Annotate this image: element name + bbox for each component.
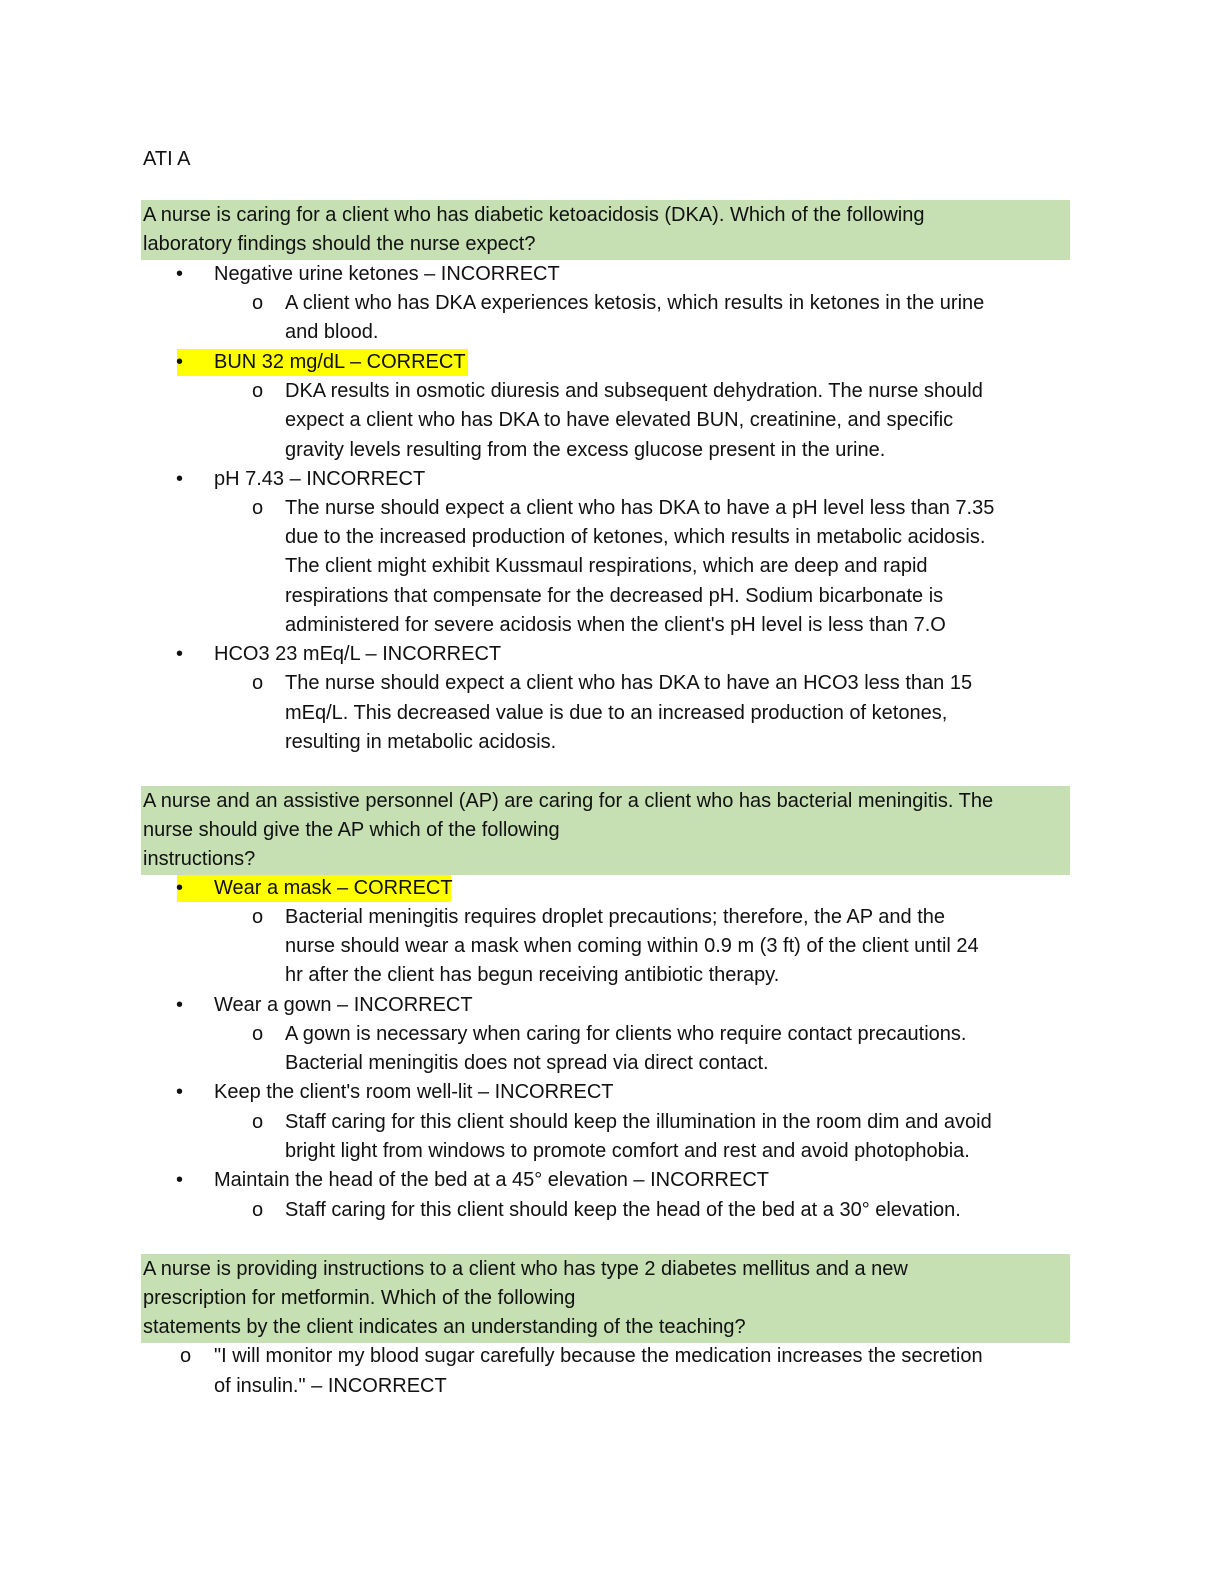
question-2-stem-line: instructions? <box>143 848 256 870</box>
q1-option-2-label: BUN 32 mg/dL – CORRECT <box>214 351 466 373</box>
q2-option-2-label: Wear a gown – INCORRECT <box>214 994 473 1016</box>
bullet-icon: • <box>176 351 184 373</box>
sub-bullet-icon: o <box>252 497 264 519</box>
q1-option-3-rationale: due to the increased production of ketones, which results in metabolic acidosis. <box>285 526 986 548</box>
q2-option-3-label: Keep the client's room well-lit – INCORRECT <box>214 1081 614 1103</box>
bullet-icon: • <box>176 643 184 665</box>
q1-option-1-label: Negative urine ketones – INCORRECT <box>214 263 560 285</box>
question-3-stem <box>141 1254 1070 1343</box>
question-2-stem-line: nurse should give the AP which of the following <box>143 819 560 841</box>
sub-bullet-icon: o <box>252 1199 264 1221</box>
q2-option-3-rationale: bright light from windows to promote comfort and rest and avoid photophobia. <box>285 1140 970 1162</box>
bullet-icon: • <box>176 877 184 899</box>
q1-option-4-label: HCO3 23 mEq/L – INCORRECT <box>214 643 502 665</box>
q2-option-3-rationale: Staff caring for this client should keep the illumination in the room dim and avoid <box>285 1111 992 1133</box>
q1-option-1-rationale: and blood. <box>285 321 379 343</box>
q2-option-2-rationale: Bacterial meningitis does not spread via direct contact. <box>285 1052 769 1074</box>
bullet-icon: • <box>176 994 184 1016</box>
sub-bullet-icon: o <box>252 1111 264 1133</box>
q2-option-1-rationale: nurse should wear a mask when coming within 0.9 m (3 ft) of the client until 24 <box>285 935 979 957</box>
q2-option-4-rationale: Staff caring for this client should keep the head of the bed at a 30° elevation. <box>285 1199 961 1221</box>
question-1-stem <box>141 200 1070 260</box>
q1-option-3-rationale: The client might exhibit Kussmaul respirations, which are deep and rapid <box>285 555 928 577</box>
q1-option-3-rationale: The nurse should expect a client who has DKA to have a pH level less than 7.35 <box>285 497 995 519</box>
sub-bullet-icon: o <box>252 380 264 402</box>
sub-bullet-icon: o <box>252 906 264 928</box>
bullet-icon: • <box>176 468 184 490</box>
q2-option-1-rationale: hr after the client has begun receiving antibiotic therapy. <box>285 964 780 986</box>
question-2-stem <box>141 786 1070 875</box>
q1-option-4-rationale: mEq/L. This decreased value is due to an increased production of ketones, <box>285 702 948 724</box>
q1-option-3-rationale: respirations that compensate for the decreased pH. Sodium bicarbonate is <box>285 585 944 607</box>
q2-option-1-rationale: Bacterial meningitis requires droplet precautions; therefore, the AP and the <box>285 906 946 928</box>
q1-option-2-rationale: expect a client who has DKA to have elevated BUN, creatinine, and specific <box>285 409 954 431</box>
q2-option-4-label: Maintain the head of the bed at a 45° elevation – INCORRECT <box>214 1169 769 1191</box>
q1-option-3-rationale: administered for severe acidosis when the client's pH level is less than 7.O <box>285 614 946 636</box>
q3-option-1-label: of insulin." – INCORRECT <box>214 1375 447 1397</box>
q3-option-1-label: "I will monitor my blood sugar carefully because the medication increases the secretion <box>214 1345 983 1367</box>
question-3-stem-line: A nurse is providing instructions to a client who has type 2 diabetes mellitus and a new <box>143 1258 908 1280</box>
q2-option-2-rationale: A gown is necessary when caring for clients who require contact precautions. <box>285 1023 967 1045</box>
q1-option-3-label: pH 7.43 – INCORRECT <box>214 468 426 490</box>
question-1-stem-line: A nurse is caring for a client who has diabetic ketoacidosis (DKA). Which of the following <box>143 204 925 226</box>
question-2-stem-line: A nurse and an assistive personnel (AP) are caring for a client who has bacterial meningitis. The <box>143 790 994 812</box>
bullet-icon: • <box>176 263 184 285</box>
question-3-stem-line: prescription for metformin. Which of the following <box>143 1287 576 1309</box>
q1-option-2-rationale: gravity levels resulting from the excess glucose present in the urine. <box>285 439 886 461</box>
bullet-icon: • <box>176 1081 184 1103</box>
document-title: ATI A <box>143 148 191 170</box>
q1-option-2-rationale: DKA results in osmotic diuresis and subsequent dehydration. The nurse should <box>285 380 983 402</box>
sub-bullet-icon: o <box>180 1345 192 1367</box>
q2-option-1-label: Wear a mask – CORRECT <box>214 877 453 899</box>
bullet-icon: • <box>176 1169 184 1191</box>
sub-bullet-icon: o <box>252 1023 264 1045</box>
sub-bullet-icon: o <box>252 292 264 314</box>
q1-option-4-rationale: The nurse should expect a client who has DKA to have an HCO3 less than 15 <box>285 672 973 694</box>
question-3-stem-line: statements by the client indicates an understanding of the teaching? <box>143 1316 746 1338</box>
sub-bullet-icon: o <box>252 672 264 694</box>
q1-option-4-rationale: resulting in metabolic acidosis. <box>285 731 557 753</box>
question-1-stem-line: laboratory findings should the nurse expect? <box>143 233 536 255</box>
q1-option-1-rationale: A client who has DKA experiences ketosis, which results in ketones in the urine <box>285 292 985 314</box>
